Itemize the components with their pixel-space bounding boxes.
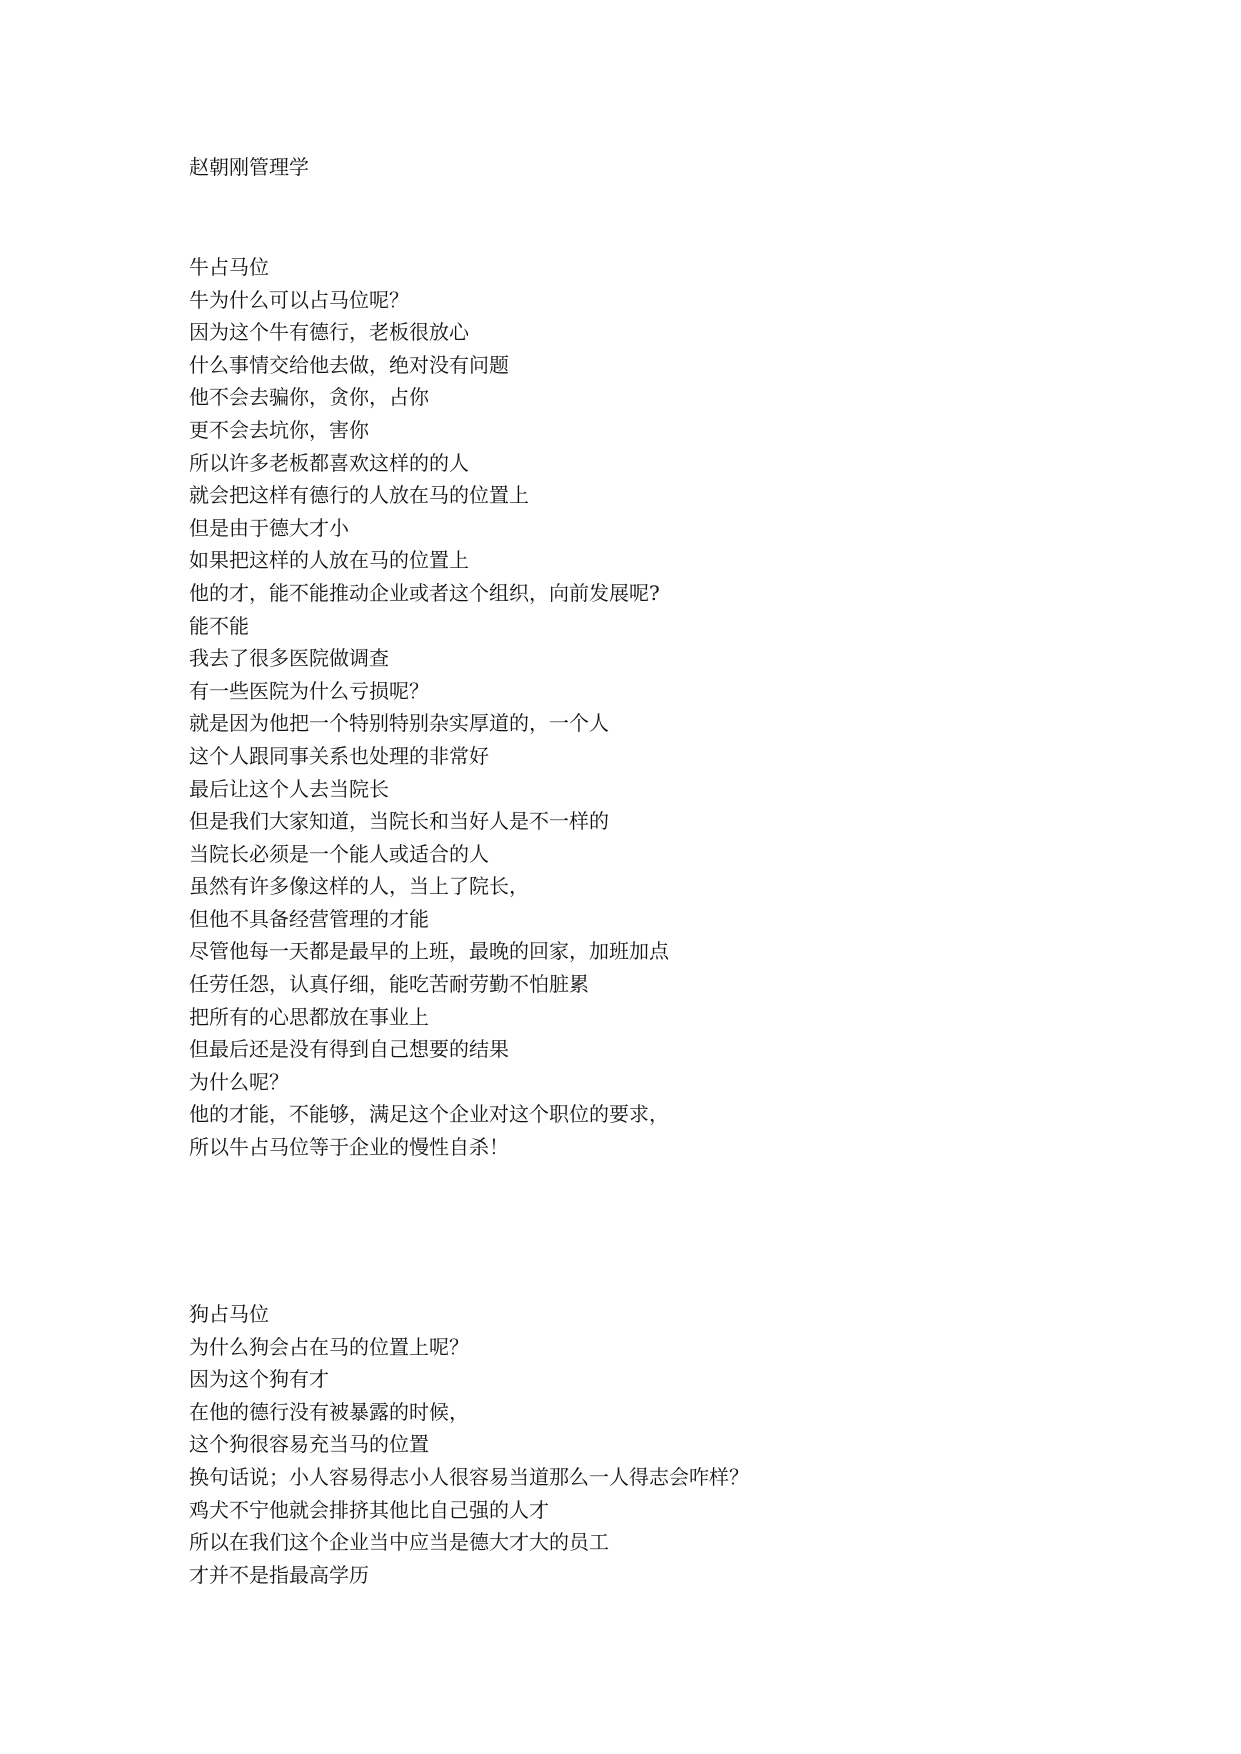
- text-line: 牛为什么可以占马位呢？: [189, 287, 409, 312]
- text-line: 当院长必须是一个能人或适合的人: [189, 841, 489, 866]
- text-line: 如果把这样的人放在马的位置上: [189, 548, 469, 573]
- text-line: 他不会去骗你，贪你，占你: [189, 385, 429, 410]
- text-line: 所以在我们这个企业当中应当是德大才大的员工: [189, 1530, 609, 1555]
- text-line: 尽管他每一天都是最早的上班，最晚的回家，加班加点: [189, 939, 669, 964]
- text-line: 因为这个狗有才: [189, 1367, 329, 1392]
- text-line: 换句话说；小人容易得志小人很容易当道那么一人得志会咋样？: [189, 1464, 749, 1489]
- text-line: 能不能: [189, 613, 249, 638]
- document-title: 赵朝刚管理学: [189, 155, 309, 179]
- text-line: 把所有的心思都放在事业上: [189, 1004, 429, 1029]
- text-line: 有一些医院为什么亏损呢？: [189, 678, 429, 703]
- text-line: 因为这个牛有德行，老板很放心: [189, 320, 469, 345]
- text-line: 才并不是指最高学历: [189, 1562, 369, 1587]
- text-line: 就会把这样有德行的人放在马的位置上: [189, 483, 529, 508]
- text-line: 所以牛占马位等于企业的慢性自杀！: [189, 1135, 509, 1160]
- section-dog-in-horse-position: [189, 1298, 749, 1591]
- text-line: 虽然有许多像这样的人，当上了院长，: [189, 874, 529, 899]
- section-heading: 狗占马位: [189, 1302, 269, 1326]
- text-line: 在他的德行没有被暴露的时候，: [189, 1399, 469, 1424]
- text-line: 他的才，能不能推动企业或者这个组织，向前发展呢?: [189, 580, 660, 605]
- text-line: 所以许多老板都喜欢这样的的人: [189, 450, 469, 475]
- text-line: 就是因为他把一个特别特别杂实厚道的，一个人: [189, 711, 609, 736]
- text-line: 但是我们大家知道，当院长和当好人是不一样的: [189, 809, 609, 834]
- text-line: 任劳任怨，认真仔细，能吃苦耐劳勤不怕脏累: [189, 972, 589, 997]
- text-line: 但他不具备经营管理的才能: [189, 906, 429, 931]
- text-line: 但是由于德大才小: [189, 515, 349, 540]
- section-cow-in-horse-position: [189, 251, 669, 1164]
- text-line: 什么事情交给他去做，绝对没有问题: [189, 352, 509, 377]
- text-line: 但最后还是没有得到自己想要的结果: [189, 1037, 509, 1062]
- text-line: 更不会去坑你，害你: [189, 417, 369, 442]
- text-line: 为什么狗会占在马的位置上呢？: [189, 1334, 469, 1359]
- text-line: 这个狗很容易充当马的位置: [189, 1432, 429, 1457]
- text-line: 这个人跟同事关系也处理的非常好: [189, 743, 489, 768]
- text-line: 为什么呢？: [189, 1069, 289, 1094]
- text-line: 鸡犬不宁他就会排挤其他比自己强的人才: [189, 1497, 549, 1522]
- text-line: 我去了很多医院做调查: [189, 646, 389, 671]
- section-heading: 牛占马位: [189, 255, 269, 279]
- text-line: 他的才能，不能够，满足这个企业对这个职位的要求，: [189, 1102, 669, 1127]
- text-line: 最后让这个人去当院长: [189, 776, 389, 801]
